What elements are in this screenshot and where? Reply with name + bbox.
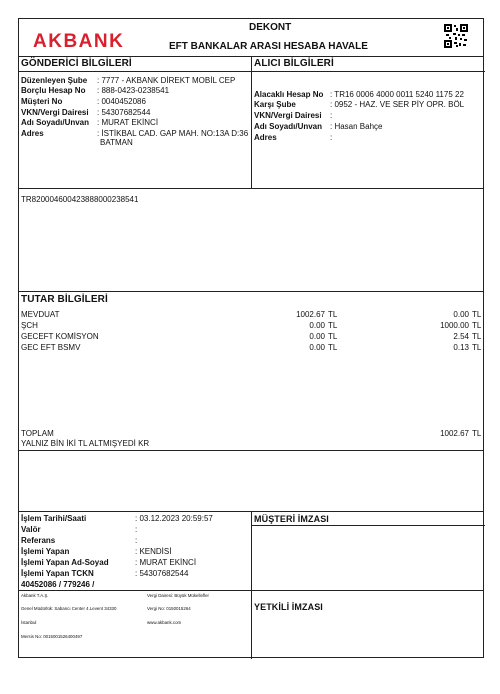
- sender-section-title: GÖNDERİCİ BİLGİLERİ: [21, 58, 132, 69]
- text-receiver-rows-1-value: : 0952 - HAZ. VE SER PİY OPR. BÖL: [330, 100, 465, 109]
- text-transaction-rows-2-value: :: [135, 536, 138, 545]
- akbank-logo: AKBANK: [33, 31, 125, 52]
- amount-in-words: YALNIZ BİN İKİ TL ALTMIŞYEDİ KR: [21, 439, 150, 448]
- text-receiver-rows-1-label: Karşı Şube: [254, 100, 296, 109]
- text-amounts-rows-2-amount2: 2.54: [453, 332, 469, 341]
- text-sender-address_line2: BATMAN: [100, 138, 133, 147]
- total-value: 1002.67: [440, 429, 469, 438]
- text-amounts-rows-3-cur1: TL: [328, 343, 338, 352]
- text-amounts-rows-3-name: GEC EFT BSMV: [21, 343, 81, 352]
- text-footer-left-1: Genel Müdürlük: Sabancı Center 4.Levent 34330: [21, 606, 117, 611]
- document-frame: [18, 18, 484, 658]
- text-sender-rows-0-label: Düzenleyen Şube: [21, 76, 88, 85]
- text-amounts-rows-2-cur2: TL: [472, 332, 482, 341]
- total-label: TOPLAM: [21, 429, 54, 438]
- text-sender-rows-0-value: : 7777 - AKBANK DİREKT MOBİL CEP: [97, 76, 236, 85]
- text-amounts-rows-3-cur2: TL: [472, 343, 482, 352]
- text-amounts-rows-1-cur2: TL: [472, 321, 482, 330]
- text-amounts-rows-3-amount1: 0.00: [309, 343, 325, 352]
- text-amounts-rows-2-cur1: TL: [328, 332, 338, 341]
- text-amounts-rows-2-amount1: 0.00: [309, 332, 325, 341]
- text-sender-rows-3-value: : 54307682544: [97, 108, 151, 117]
- text-transaction-rows-2-label: Referans: [21, 536, 56, 545]
- qr-code-icon: [444, 24, 468, 48]
- text-transaction-rows-5-label: İşlemi Yapan TCKN: [21, 569, 94, 578]
- text-receiver-rows-4-value: :: [330, 133, 333, 142]
- text-amounts-rows-0-amount2: 0.00: [453, 310, 469, 319]
- total-currency: TL: [472, 429, 482, 438]
- text-sender-rows-4-value: : MURAT EKİNCİ: [97, 118, 159, 127]
- receiver-section-title: ALICI BİLGİLERİ: [254, 58, 334, 69]
- text-amounts-rows-1-cur1: TL: [328, 321, 338, 330]
- text-sender-rows-3-label: VKN/Vergi Dairesi: [21, 108, 89, 117]
- customer-signature-label: MÜŞTERİ İMZASI: [254, 514, 329, 524]
- text-amounts-rows-1-amount2: 1000.00: [440, 321, 469, 330]
- text-amounts-rows-0-cur2: TL: [472, 310, 482, 319]
- text-sender-rows-2-value: : 0040452086: [97, 97, 146, 106]
- text-footer-right-2: www.akbank.com: [147, 620, 182, 625]
- text-footer-right-0: Vergi Dairesi: Büyük Mükellefler: [147, 593, 209, 598]
- text-receiver-rows-2-label: VKN/Vergi Dairesi: [254, 111, 322, 120]
- text-transaction-rows-0-label: İşlem Tarihi/Saati: [21, 514, 87, 523]
- text-transaction-rows-3-label: İşlemi Yapan: [21, 547, 70, 556]
- text-receiver-rows-4-label: Adres: [254, 133, 277, 142]
- text-footer-left-2: İstanbul: [21, 620, 37, 625]
- text-receiver-rows-2-value: :: [330, 111, 333, 120]
- text-transaction-rows-1-label: Valör: [21, 525, 41, 534]
- document-subtitle: EFT BANKALAR ARASI HESABA HAVALE: [169, 41, 368, 52]
- text-transaction-rows-4-value: : MURAT EKİNCİ: [135, 558, 197, 567]
- text-amounts-rows-0-cur1: TL: [328, 310, 338, 319]
- text-amounts-rows-0-amount1: 1002.67: [296, 310, 325, 319]
- text-receiver-rows-0-value: : TR16 0006 4000 0011 5240 1175 22: [330, 90, 464, 99]
- text-transaction-ref_line: 40452086 / 779246 /: [21, 580, 95, 589]
- text-sender-rows-2-label: Müşteri No: [21, 97, 63, 106]
- text-transaction-rows-1-value: :: [135, 525, 138, 534]
- text-sender-rows-5-label: Adres: [21, 129, 44, 138]
- text-sender-rows-4-label: Adı Soyadı/Unvan: [21, 118, 90, 127]
- document-title: DEKONT: [249, 22, 292, 33]
- amount-section-title: TUTAR BİLGİLERİ: [21, 294, 108, 305]
- text-sender-rows-1-value: : 888-0423-0238541: [97, 86, 170, 95]
- text-sender-rows-5-value: : İSTİKBAL CAD. GAP MAH. NO:13A D:36: [97, 129, 249, 138]
- text-amounts-rows-3-amount2: 0.13: [453, 343, 469, 352]
- text-transaction-rows-3-value: : KENDİSİ: [135, 547, 172, 556]
- text-amounts-rows-1-name: ŞCH: [21, 321, 38, 330]
- authorized-signature-label: YETKİLİ İMZASI: [254, 602, 323, 612]
- text-transaction-rows-5-value: : 54307682544: [135, 569, 189, 578]
- text-footer-left-0: Akbank T.A.Ş.: [21, 593, 49, 598]
- text-sender-rows-1-label: Borçlu Hesap No: [21, 86, 86, 95]
- text-footer-left-3: Mersis No: 0015001526400497: [21, 634, 83, 639]
- description-text: TR820004600423888000238541: [21, 195, 139, 204]
- text-receiver-rows-3-value: : Hasan Bahçe: [330, 122, 383, 131]
- text-receiver-rows-0-label: Alacaklı Hesap No: [254, 90, 324, 99]
- text-footer-right-1: Vergi No: 0150015264: [147, 606, 191, 611]
- text-receiver-rows-3-label: Adı Soyadı/Unvan: [254, 122, 323, 131]
- text-amounts-rows-0-name: MEVDUAT: [21, 310, 60, 319]
- text-amounts-rows-1-amount1: 0.00: [309, 321, 325, 330]
- text-transaction-rows-0-value: : 03.12.2023 20:59:57: [135, 514, 213, 523]
- text-transaction-rows-4-label: İşlemi Yapan Ad-Soyad: [21, 558, 109, 567]
- text-amounts-rows-2-name: GECEFT KOMİSYON: [21, 332, 99, 341]
